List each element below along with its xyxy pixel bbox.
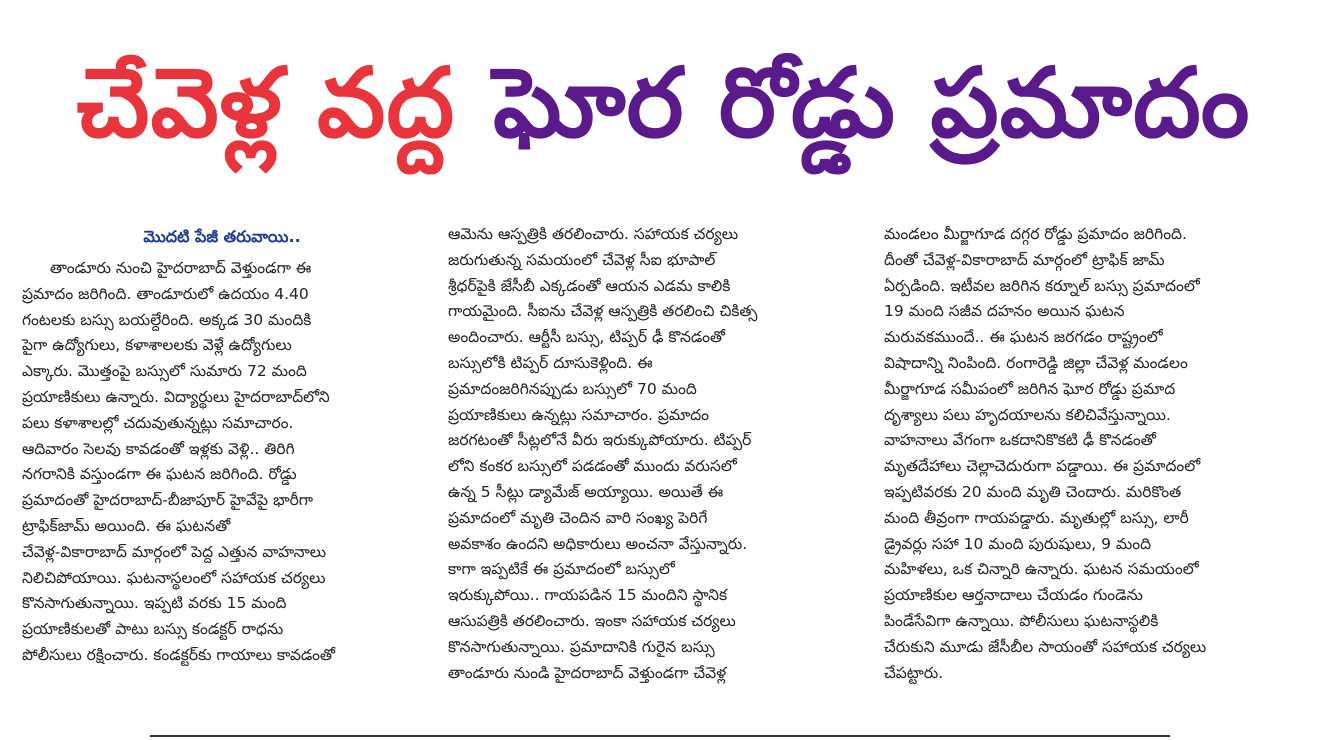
headline-part-1: చేవెళ్ల వద్ద [76,46,456,159]
column-line: డ్రైవర్లు సహా 10 మంది పురుషులు, 9 మంది [884,534,1152,553]
column-line: ఆసుపత్రికి తరలించారు. ఇంకా సహాయక చర్యలు [448,611,736,630]
column-line: కాగా ఇప్పటికే ఈ ప్రమాదంలో బస్సులో [448,560,675,579]
column-line: మహిళలు, ఒక చిన్నారి ఉన్నారు. ఘటన సమయంలో [884,560,1199,579]
column-line: తాండూరు నుండి హైదరాబాద్ వెళ్తుండగా చేవెళ్ల [448,663,727,682]
column-line: జరుగుతున్న సమయంలో చేవెళ్ల సీఐ భూపాల్ [448,250,716,269]
article-column-2 [448,222,848,686]
column-line: ప్రయాణికుల ఆర్తనాదాలు చేయడం గుండెను [884,586,1143,605]
column-line: ఎక్కారు. మొత్తంపై బస్సులో సుమారు 72 మంది [22,362,307,381]
column-line: చేపట్టారు. [884,663,944,682]
column-line: ఉన్న 5 సీట్లు డ్యామేజ్ అయ్యాయి. అయితే ఈ [448,482,724,501]
column-line: దృశ్యాలు పలు హృదయాలను కలిచివేస్తున్నాయి. [884,405,1171,424]
column-line: ప్రమాదంలో మృతి చెందిన వారి సంఖ్య పెరిగే [448,508,708,527]
column-line: లోని కంకర బస్సులో పడడంతో ముందు వరుసలో [448,457,737,476]
column-line: నిలిచిపోయాయి. ఘటనాస్థలంలో సహాయక చర్యలు [22,568,326,587]
column-line: నగరానికి వస్తుండగా ఈ ఘటన జరిగింది. రోడ్డు [22,465,297,484]
column-line: అవకాశం ఉందని అధికారులు అంచనా వేస్తున్నారు. [448,534,748,553]
column-line: మృతదేహాలు చెల్లాచెదురుగా పడ్డాయి. ఈ ప్రమాదంలో [884,457,1201,476]
bottom-divider [150,735,1170,737]
column-line: దీంతో చేవెళ్ల-వికారాబాద్ మార్గంలో ట్రాఫిక్ జామ్ [884,250,1165,269]
column-line: పిండేసేవిగా ఉన్నాయి. పోలీసులు ఘటనాస్థలికి [884,611,1159,630]
column-line: ఆమెను ఆస్పత్రికి తరలించారు. సహాయక చర్యలు [448,225,739,243]
column-line: ప్రయాణికులు ఉన్నారు. విద్యార్థులు హైదరాబాద్‌లోని [22,387,330,406]
column-line: ఇరుక్కుపోయి.. గాయపడిన 15 మందిని స్థానిక [448,586,728,605]
headline-part-2: ఘోర రోడ్డు ప్రమాదం [493,46,1251,159]
column-line: మరువకముందే.. ఈ ఘటన జరగడం రాష్ట్రంలో [884,328,1163,347]
column-line: తాండూరు నుంచి హైదరాబాద్ వెళ్తుండగా ఈ [50,259,312,277]
headline [0,0,1327,205]
column-line: 19 మంది సజీవ దహనం అయిన ఘటన [884,302,1125,321]
column-line: మంది తీవ్రంగా గాయపడ్డారు. మృతుల్లో బస్సు, లారీ [884,508,1189,527]
column-line: ప్రయాణికులు ఉన్నట్లు సమాచారం. ప్రమాదం [448,405,710,424]
column-line: చేరుకుని మూడు జేసీబీల సాయంతో సహాయక చర్యలు [884,637,1207,656]
column-line: విషాదాన్ని నింపింది. రంగారెడ్డి జిల్లా చేవెళ్ల మండలం [884,353,1188,372]
column-line: బస్సులోకి టిప్పర్ దూసుకెళ్లింది. ఈ [448,353,653,372]
column-line: ప్రయాణికులతో పాటు బస్సు కండక్టర్ రాధను [22,620,284,639]
column-line: చేవెళ్ల-వికారాబాద్ మార్గంలో పెద్ద ఎత్తున వాహనాలు [22,542,327,561]
column-line: ప్రమాదంజరిగినప్పుడు బస్సులో 70 మంది [448,379,697,398]
column-line: మండలం మీర్జాగూడ దగ్గర రోడ్డు ప్రమాదం జరిగింది. [884,225,1187,243]
column-line: ప్రమాదం జరిగింది. తాండూరులో ఉదయం 4.40 [22,284,309,303]
column-line: ఇప్పటివరకు 20 మంది మృతి చెందారు. మరికొంత [884,482,1182,501]
column-line: జరగటంతో సీట్లలోనే వీరు ఇరుక్కుపోయారు. టిప్పర్ [448,431,752,450]
article-column-1 [22,222,422,669]
column-line: ప్రమాదంతో హైదరాబాద్-బీజాపూర్ హైవేపై భారీగా [22,491,314,510]
column-line: శ్రీధర్‌పైకి జేసీబీ ఎక్కడంతో ఆయన ఎడమ కాలికి [448,276,731,295]
column-line: కొనసాగుతున్నాయి. ప్రమాదానికి గురైన బస్సు [448,637,715,656]
column-line: కొనసాగుతున్నాయి. ఇప్పటి వరకు 15 మంది [22,594,287,613]
column-line: గంటలకు బస్సు బయల్దేరింది. అక్కడ 30 మందికి [22,310,312,329]
column-line: ఏర్పడింది. ఇటీవల జరిగిన కర్నూల్ బస్సు ప్రమాదంలో [884,276,1200,295]
column-line: వాహనాలు వేగంగా ఒకదానికొకటి ఢీ కొనడంతో [884,431,1156,450]
column-line: పోలీసులు రక్షించారు. కండక్టర్‌కు గాయాలు కావడంతో [22,645,336,664]
column-line: పైగా ఉద్యోగులు, కళాశాలలకు వెళ్లే ఉద్యోగులు [22,336,292,355]
column-line: ఆదివారం సెలవు కావడంతో ఇళ్లకు వెళ్లి.. తిరిగి [22,439,295,458]
column-line: పలు కళాశాలల్లో చదువుతున్నట్లు సమాచారం. [22,413,294,432]
continued-kicker: మొదటి పేజీ తరువాయి.. [143,227,301,246]
article-column-3 [884,222,1304,686]
column-line: అందించారు. ఆర్టీసీ బస్సు, టిప్పర్ ఢీ కొనడంతో [448,328,726,347]
column-1-body [22,256,422,669]
column-line: మీర్జాగూడ సమీపంలో జరిగిన ఘోర రోడ్డు ప్రమాద [884,379,1176,398]
column-line: ట్రాఫిక్‌జామ్ అయింది. ఈ ఘటనతో [22,516,231,535]
column-line: గాయమైంది. సీఐను చేవెళ్ల ఆస్పత్రికి తరలించి చికిత్స [448,302,758,321]
